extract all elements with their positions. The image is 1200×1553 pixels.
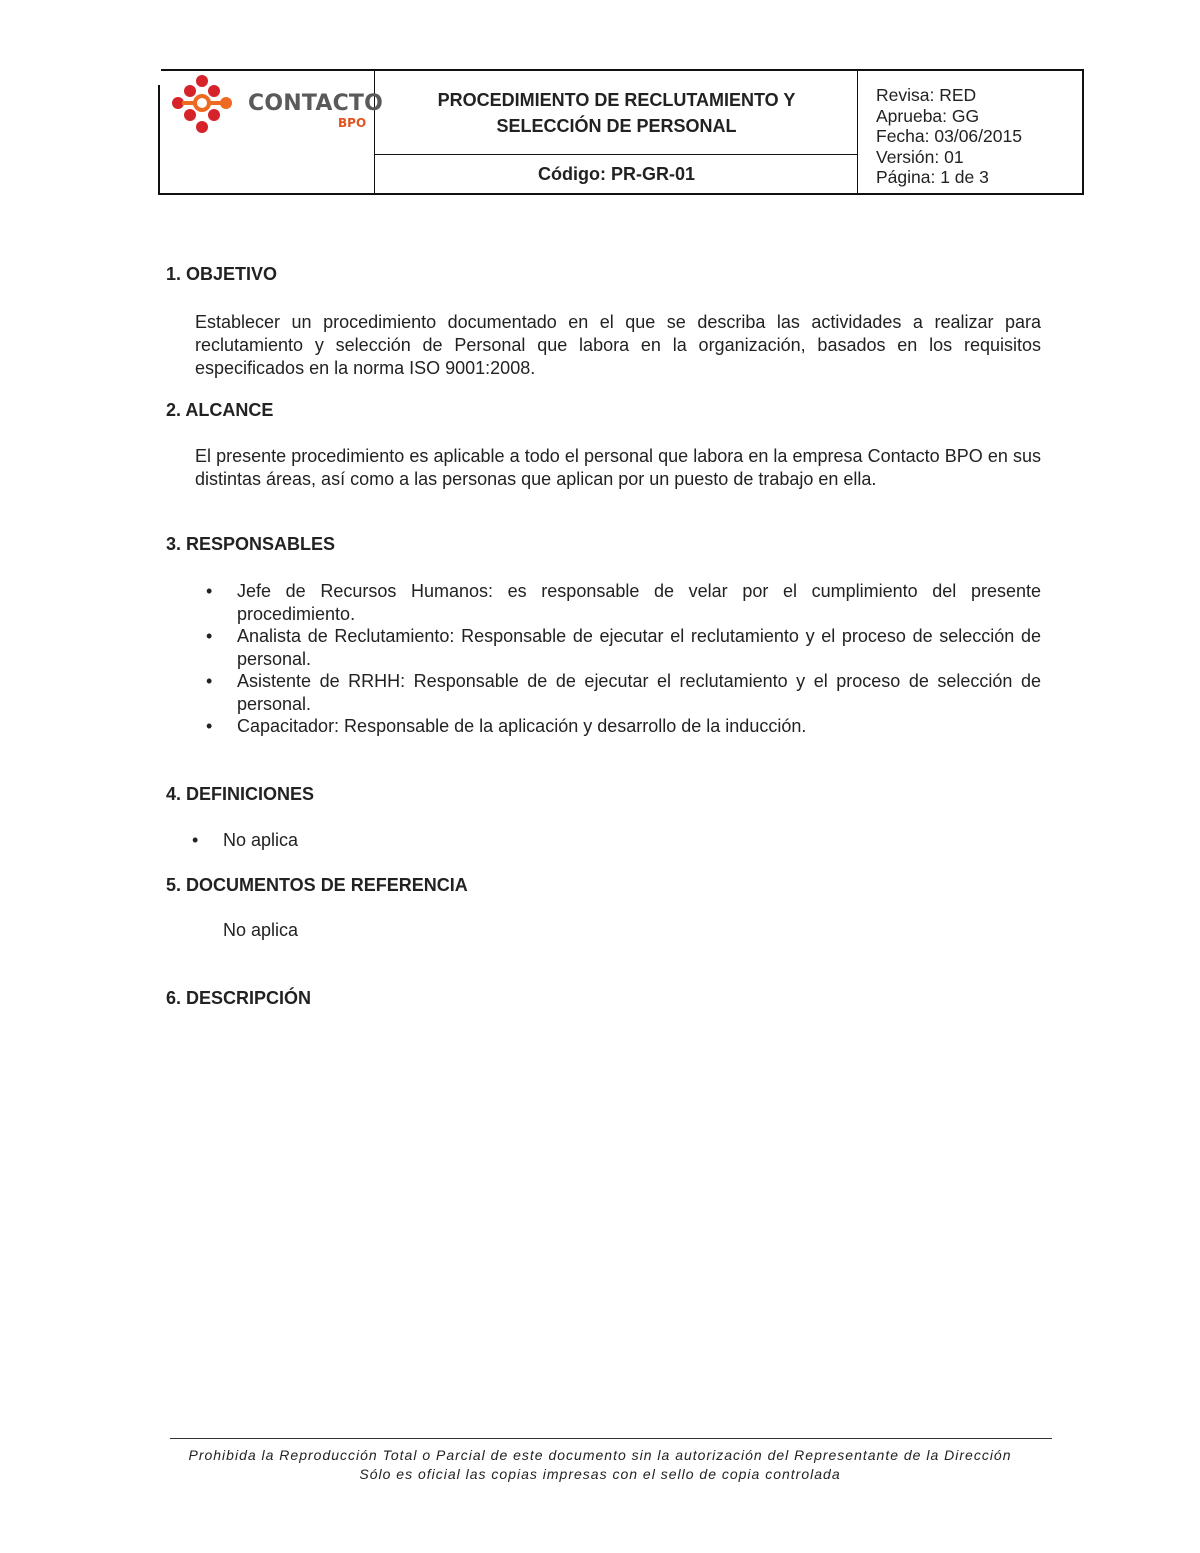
document-header [158, 69, 1084, 195]
list-item-text: Analista de Reclutamiento: Responsable de ejecutar el reclutamiento y el proceso de selección de personal. [237, 626, 1041, 669]
meta-aprueba: Aprueba: GG [876, 105, 980, 126]
section-heading-alcance: 2. ALCANCE [166, 400, 274, 420]
section-heading-objetivo: 1. OBJETIVO [166, 264, 278, 284]
footer-line-2: Sólo es oficial las copias impresas con el sello de copia controlada [359, 1466, 841, 1482]
meta-revisa: Revisa: RED [876, 85, 977, 105]
logo-cell [160, 71, 384, 193]
list-item [206, 580, 1041, 626]
list-item [206, 625, 1041, 671]
company-logo [168, 71, 384, 141]
document-code: Código: PR-GR-01 [538, 163, 695, 184]
list-item-text: No aplica [223, 830, 299, 850]
bullet-icon: • [192, 830, 199, 850]
section-heading-documentos: 5. DOCUMENTOS DE REFERENCIA [166, 875, 468, 895]
title-line-2: SELECCIÓN DE PERSONAL [496, 115, 737, 136]
meta-pagina: Página: 1 de 3 [876, 167, 989, 187]
bullet-icon: • [206, 671, 213, 691]
section-heading-definiciones: 4. DEFINICIONES [166, 784, 315, 804]
bullet-icon: • [206, 716, 213, 736]
list-item-text: Capacitador: Responsable de la aplicación y desarrollo de la inducción. [237, 716, 807, 736]
section-text-documentos: No aplica [223, 920, 299, 940]
footer-divider [170, 1438, 1052, 1439]
section-heading-responsables: 3. RESPONSABLES [166, 534, 336, 554]
logo-wordmark: CONTACTO [248, 91, 384, 116]
logo-subtitle: BPO [338, 116, 367, 130]
list-item-text: Jefe de Recursos Humanos: es responsable de velar por el cumplimiento del presente procedimiento. [237, 581, 1041, 624]
section-text-alcance: El presente procedimiento es aplicable a todo el personal que labora en la empresa Contacto BPO en sus distintas áreas, así como a las personas que aplican por un puesto de trabajo en ella. [195, 446, 1041, 489]
document-title [375, 71, 858, 155]
list-item-text: Asistente de RRHH: Responsable de de ejecutar el reclutamiento y el proceso de selección de personal. [237, 671, 1041, 714]
bullet-icon: • [206, 626, 213, 646]
footer-line-1: Prohibida la Reproducción Total o Parcial de este documento sin la autorización del Representante de la Dirección [188, 1447, 1012, 1463]
list-item [206, 715, 1041, 738]
section-heading-descripcion: 6. DESCRIPCIÓN [166, 988, 312, 1008]
meta-version: Versión: 01 [876, 146, 964, 167]
bullet-icon: • [206, 581, 213, 601]
list-item [192, 829, 1027, 852]
document-meta [857, 71, 1084, 193]
meta-fecha: Fecha: 03/06/2015 [876, 126, 1022, 146]
section-text-objetivo: Establecer un procedimiento documentado en el que se describa las actividades a realizar para reclutamiento y selección de Personal que labora en la organización, basados en los requisitos especificados en la norma ISO 9001:2008. [195, 312, 1041, 378]
list-item [206, 670, 1041, 716]
title-line-1: PROCEDIMIENTO DE RECLUTAMIENTO Y [437, 89, 796, 110]
logo-dots-icon [168, 71, 248, 141]
